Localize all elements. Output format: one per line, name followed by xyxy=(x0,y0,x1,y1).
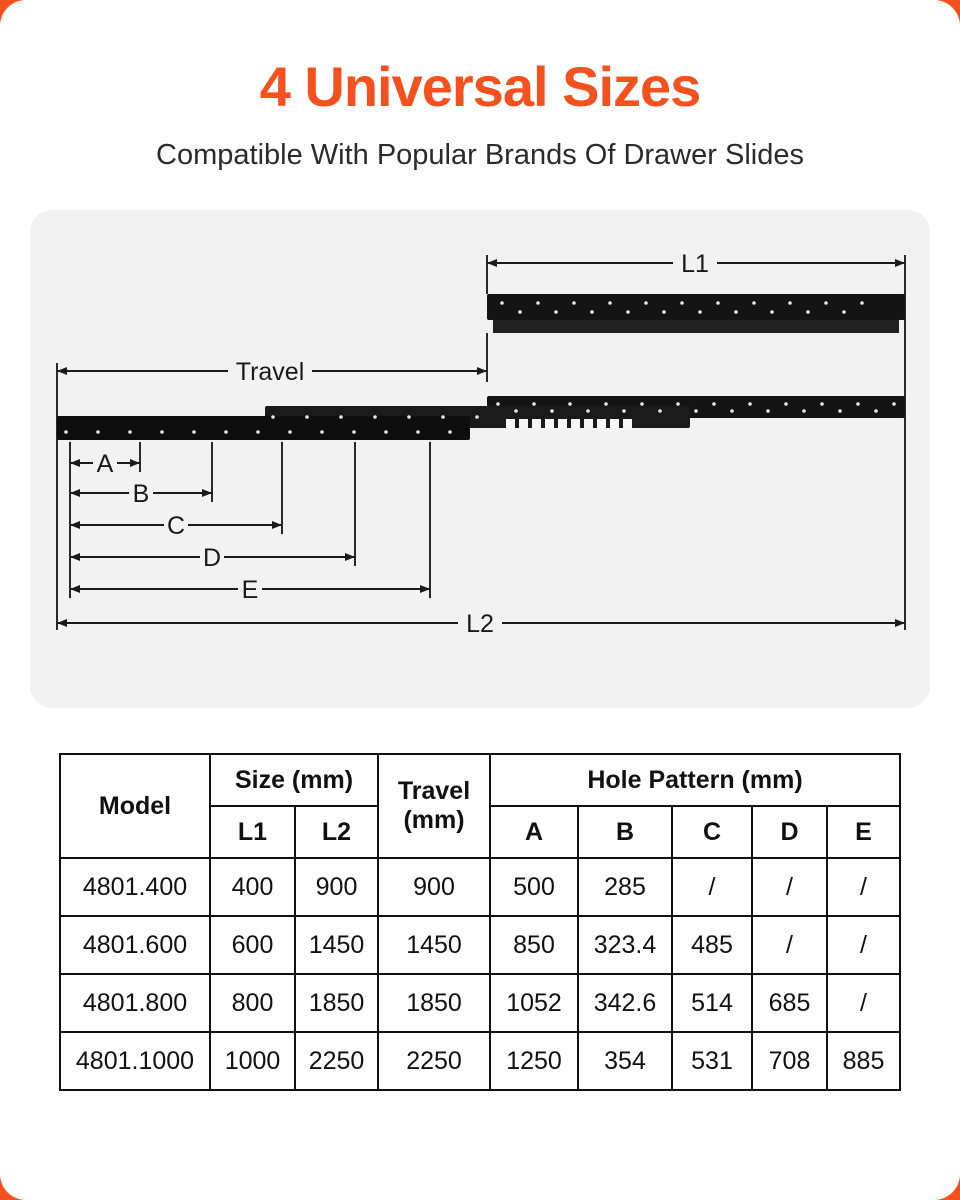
table-row xyxy=(60,974,900,1032)
cell-travel: 1850 xyxy=(378,974,490,1032)
dim-label-l2: L2 xyxy=(466,610,494,638)
cell-c: / xyxy=(672,858,752,916)
cell-c: 514 xyxy=(672,974,752,1032)
cell-model: 4801.400 xyxy=(60,858,210,916)
dim-label-d: D xyxy=(202,544,222,572)
cell-l1: 600 xyxy=(210,916,295,974)
cell-travel: 900 xyxy=(378,858,490,916)
cell-l2: 900 xyxy=(295,858,378,916)
cell-l2: 1850 xyxy=(295,974,378,1032)
extended-slide-assembly xyxy=(57,396,905,440)
upper-rail xyxy=(487,294,905,333)
cell-e: 885 xyxy=(827,1032,900,1090)
cell-b: 342.6 xyxy=(578,974,672,1032)
dim-label-e: E xyxy=(241,576,259,604)
cell-l1: 800 xyxy=(210,974,295,1032)
col-header-d: D xyxy=(752,806,827,858)
col-header-c: C xyxy=(672,806,752,858)
cell-a: 1052 xyxy=(490,974,578,1032)
cell-l2: 2250 xyxy=(295,1032,378,1090)
cell-e: / xyxy=(827,974,900,1032)
slide-diagram xyxy=(30,210,930,708)
spec-table xyxy=(59,753,901,1091)
header-row-1 xyxy=(60,754,900,806)
cell-c: 531 xyxy=(672,1032,752,1090)
cell-a: 1250 xyxy=(490,1032,578,1090)
cell-l1: 1000 xyxy=(210,1032,295,1090)
cell-l2: 1450 xyxy=(295,916,378,974)
col-header-model: Model xyxy=(60,754,210,858)
page-subtitle: Compatible With Popular Brands Of Drawer Slides xyxy=(156,139,804,171)
dim-label-c: C xyxy=(166,512,186,540)
cell-d: 708 xyxy=(752,1032,827,1090)
cell-b: 285 xyxy=(578,858,672,916)
cell-model: 4801.600 xyxy=(60,916,210,974)
cell-d: 685 xyxy=(752,974,827,1032)
col-header-b: B xyxy=(578,806,672,858)
dim-label-travel: Travel xyxy=(235,358,305,386)
col-header-l2: L2 xyxy=(295,806,378,858)
table-row xyxy=(60,916,900,974)
diagram-panel xyxy=(30,210,930,708)
cell-e: / xyxy=(827,858,900,916)
cell-l1: 400 xyxy=(210,858,295,916)
cell-d: / xyxy=(752,858,827,916)
cell-b: 354 xyxy=(578,1032,672,1090)
cell-travel: 2250 xyxy=(378,1032,490,1090)
dim-label-a: A xyxy=(96,450,114,478)
col-header-hole-pattern: Hole Pattern (mm) xyxy=(490,754,900,806)
col-header-l1: L1 xyxy=(210,806,295,858)
cell-e: / xyxy=(827,916,900,974)
table-row xyxy=(60,858,900,916)
table-row xyxy=(60,1032,900,1090)
cell-d: / xyxy=(752,916,827,974)
cell-a: 500 xyxy=(490,858,578,916)
cell-model: 4801.1000 xyxy=(60,1032,210,1090)
cell-c: 485 xyxy=(672,916,752,974)
col-header-e: E xyxy=(827,806,900,858)
dim-label-l1: L1 xyxy=(681,250,709,278)
page-title: 4 Universal Sizes xyxy=(259,55,701,118)
dim-label-b: B xyxy=(132,480,150,508)
col-header-size: Size (mm) xyxy=(210,754,378,806)
col-header-a: A xyxy=(490,806,578,858)
cell-model: 4801.800 xyxy=(60,974,210,1032)
cell-a: 850 xyxy=(490,916,578,974)
cell-b: 323.4 xyxy=(578,916,672,974)
cell-travel: 1450 xyxy=(378,916,490,974)
col-header-travel: Travel (mm) xyxy=(378,754,490,858)
